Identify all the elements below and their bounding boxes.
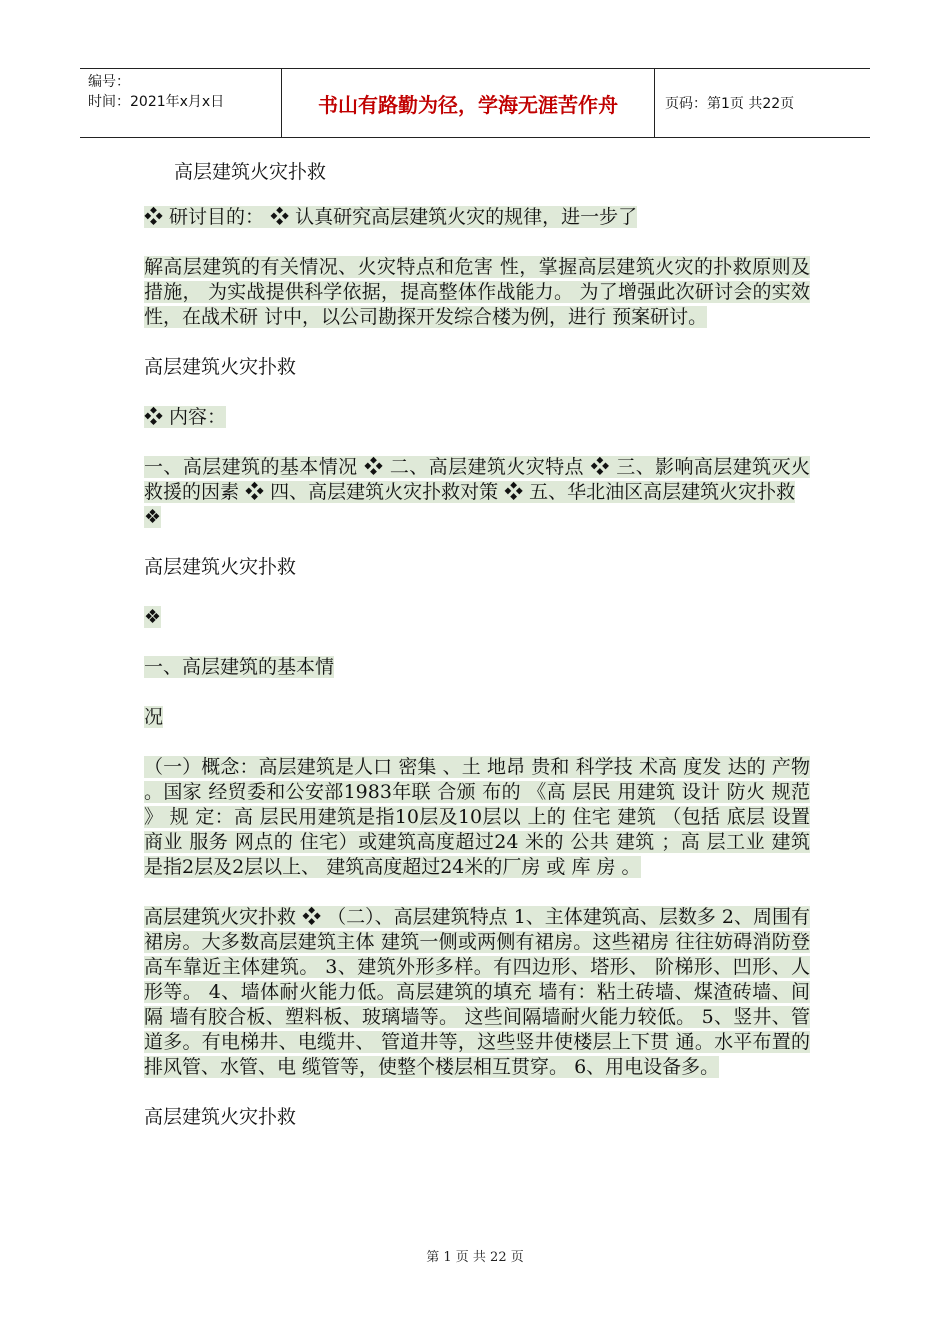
content-label: ❖ 内容： bbox=[144, 406, 227, 428]
heading-4: 高层建筑火灾扑救 bbox=[144, 1106, 297, 1128]
header-meta bbox=[80, 69, 282, 137]
page-footer: 第 1 页 共 22 页 bbox=[426, 1250, 524, 1265]
contents-paragraph: 一、高层建筑的基本情况 ❖ 二、高层建筑火灾特点 ❖ 三、影响高层建筑灭火救援的因素 ❖ 四、高层建筑火灾扑救对策 ❖ 五、华北油区高层建筑火灾扑救 bbox=[144, 456, 810, 503]
heading-2: 高层建筑火灾扑救 bbox=[144, 356, 297, 378]
header-page-info: 页码：第1页 共22页 bbox=[665, 96, 795, 112]
section-heading: 一、高层建筑的基本情 bbox=[144, 656, 335, 678]
header-motto: 书山有路勤为径，学海无涯苦作舟 bbox=[282, 69, 655, 137]
date-label: 时间：2021年x月x日 bbox=[88, 94, 225, 110]
number-label: 编号： bbox=[88, 74, 130, 90]
heading-1: 高层建筑火灾扑救 bbox=[174, 161, 327, 183]
features-paragraph: 高层建筑火灾扑救 ❖ （二）、高层建筑特点 1、主体建筑高、层数多 2、周围有裙房。大多数高层建筑主体 建筑一侧或两侧有裙房。这些裙房 往往妨碍消防登高车靠近主体建筑。 3、建筑外形多样。有四边形、塔形、 阶梯形、凹形、人形等。 4、墙体耐火能力低。高层建筑的填充 墙有：粘土砖墙、煤渣砖墙、间隔 墙有胶合板、塑料板、玻璃墙等。 这些间隔墙耐火能力较低。 5、竖井、管道多。有电梯井、电缆井、 管道井等，这些竖井使楼层上下贯 通。水平布置的排风管、水管、电 缆管等，使整个楼层相互贯穿。 6、用电设备多。 bbox=[144, 906, 810, 1078]
heading-3: 高层建筑火灾扑救 bbox=[144, 556, 297, 578]
intro-paragraph: 解高层建筑的有关情况、火灾特点和危害 性，掌握高层建筑火灾的扑救原则及措施， 为实战提供科学依据，提高整体作战能力。 为了增强此次研讨会的实效性，在战术研 讨中，以公司勘探开发综合楼为例，进行 预案研讨。 bbox=[144, 256, 810, 328]
page-header bbox=[80, 68, 870, 138]
document-body bbox=[144, 150, 810, 1130]
contents-bullet: ❖ bbox=[144, 506, 162, 528]
section-heading-cont: 况 bbox=[144, 706, 164, 728]
purpose-line: ❖ 研讨目的： ❖ 认真研究高层建筑火灾的规律，进一步了 bbox=[144, 206, 638, 228]
bullet-line: ❖ bbox=[144, 606, 162, 628]
concept-paragraph: （一）概念：高层建筑是人口 密集 、土 地昂 贵和 科学技 术高 度发 达的 产物 。国家 经贸委和公安部1983年联 合颁 布的 《高 层民 用建筑 设计 防火 规范 》 规 定：高 层民用建筑是指10层及10层以 上的 住宅 建筑 （包括 底层 设置 商业 服务 网点的 住宅）或建筑高度超过24 米的 公共 建筑 ；高 层工业 建筑是指2层及2层以上、 建筑高度超过24米的厂房 或 库 房 。 bbox=[144, 756, 810, 878]
